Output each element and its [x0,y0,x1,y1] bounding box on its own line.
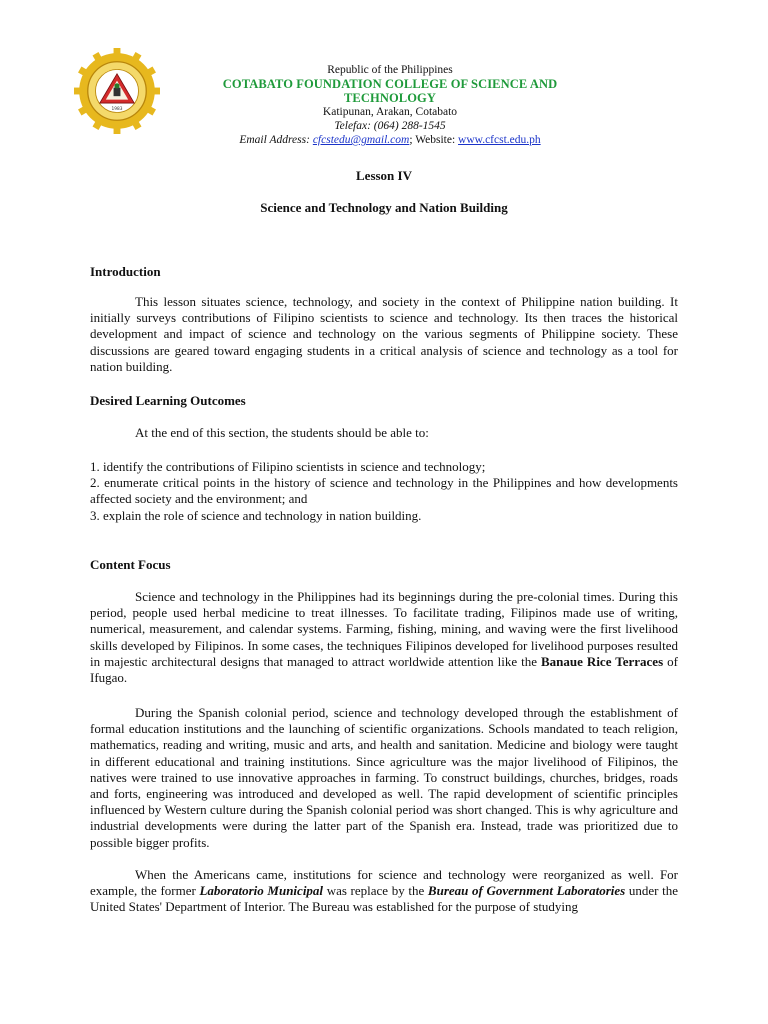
list-item: 2. enumerate critical points in the history of science and technology in the Philippines and how developments affected society and the environment; and [90,475,678,507]
letterhead [190,63,590,147]
list-item: 1. identify the contributions of Filipino scientists in science and technology; [90,459,486,474]
contact-line [190,133,590,147]
college-name: COTABATO FOUNDATION COLLEGE OF SCIENCE AND TECHNOLOGY [222,77,558,105]
email-link[interactable]: cfcstedu@gmail.com [312,134,410,146]
republic-line: Republic of the Philippines [327,64,453,76]
outcomes-list [90,459,678,524]
outcomes-lead: At the end of this section, the students should be able to: [135,425,429,440]
list-item: 3. explain the role of science and technology in nation building. [90,507,422,523]
svg-text:1983: 1983 [111,106,123,112]
address-line: Katipunan, Arakan, Cotabato [322,106,458,118]
introduction-heading: Introduction [90,264,161,279]
content-focus-heading: Content Focus [90,557,171,572]
paragraph-precolonial: Science and technology in the Philippines had its beginnings during the pre-colonial times. During this period, people used herbal medicine to treat illnesses. To facilitate trading, Filipinos made use of writing, numerical, measurement, and calendar systems. Farming, fishing, mining, and waving were the first livelihood skills developed by Filipinos. In some cases, the techniques Filipinos developed for livelihood purposes resulted in majestic architectural designs that managed to attract worldwide attention like the Banaue Rice Terraces of Ifugao. [90,589,678,686]
email-label: Email Address: [239,134,313,146]
paragraph-american: When the Americans came, institutions for science and technology were reorganized as well. For example, the former Laboratorio Municipal was replace by the Bureau of Government Laboratories under the United States' Department of Interior. The Bureau was established for the purpose of studying [90,867,678,915]
telefax-line: Telefax: (064) 288-1545 [334,120,446,132]
lesson-number: Lesson IV [356,168,412,183]
introduction-body: This lesson situates science, technology, and society in the context of Philippine nation building. It initially surveys contributions of Filipino scientists to science and technology. Its then traces the historical development and impact of science and technology on the various segments of Philippine society. These discussions are geared toward engaging students in a critical analysis of science and technology as a tool for nation building. [90,294,678,374]
website-link[interactable]: www.cfcst.edu.ph [458,134,541,146]
paragraph-spanish: During the Spanish colonial period, science and technology developed through the establishment of formal education institutions and the launching of scientific organizations. Schools mandated to teach religion, mathematics, reading and writing, music and arts, and health and sanitation. Medicine and biology were taught in different educational and training institutions. Since agriculture was the major livelihood of Filipinos, the natives were trained to use innovative approaches in farming. To construct buildings, churches, bridges, roads and forts, engineering was introduced and developed as well. The rapid development of scientific principles influenced by Western culture during the Spanish colonial period was short changed. This is why agriculture and industrial developments were during the latter part of the Spanish era. Instead, trade was prioritized due to possible bigger profits. [90,705,678,850]
outcomes-heading: Desired Learning Outcomes [90,393,246,408]
lesson-title: Science and Technology and Nation Building [260,200,508,215]
college-seal-icon [74,48,160,134]
website-label: ; Website: [409,134,459,146]
